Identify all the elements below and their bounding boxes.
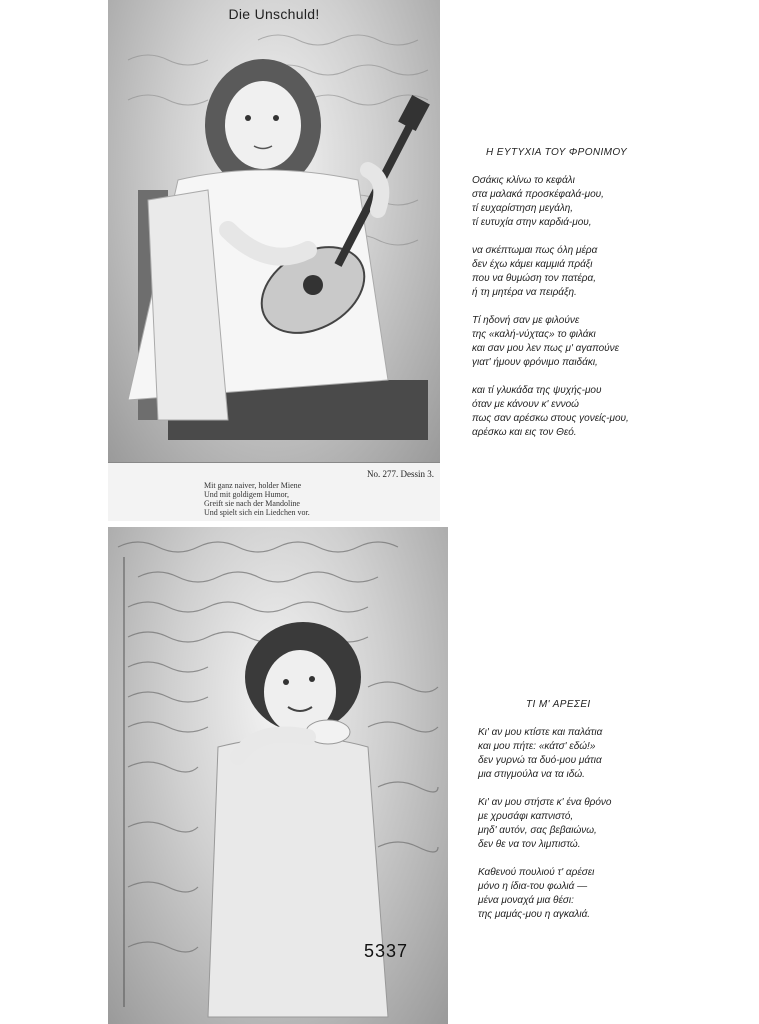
poem-line: και σαν μου λεν πως μ' αγαπούνε — [472, 343, 620, 354]
poem-line: της «καλή-νύχτας» το φιλάκι — [472, 329, 596, 340]
poem-line: γιατ' ήμουν φρόνιμο παιδάκι, — [472, 357, 598, 368]
postcard-stamp: No. 277. Dessin 3. — [367, 469, 434, 479]
postcard-verse-line: Greift sie nach der Mandoline — [204, 499, 300, 508]
poem-line: ή τη μητέρα να πειράξη. — [472, 287, 577, 298]
poem-line: μένα μοναχά μια θέσι: — [478, 895, 574, 906]
poem-stanza — [472, 314, 742, 370]
poem-line: τί ευχαρίστηση μεγάλη, — [472, 203, 574, 214]
postcard-verse-line: Mit ganz naiver, holder Miene — [204, 481, 302, 490]
poem-line: της μαμάς-μου η αγκαλιά. — [478, 909, 591, 920]
poem-stanza — [472, 384, 742, 440]
poem-line: αρέσκω και εις τον Θεό. — [472, 427, 577, 438]
poem-line: δεν γυρνώ τα δυό-μου μάτια — [478, 755, 602, 766]
poem-line: τί ευτυχία στην καρδιά-μου, — [472, 217, 592, 228]
poem-line: δεν θε να τον λιμπιστώ. — [478, 839, 581, 850]
postcard-verse-line: Und mit goldigem Humor, — [204, 490, 290, 499]
poem-line: που να θυμώση τον πατέρα, — [472, 273, 596, 284]
girl-with-mandolin-illustration — [108, 0, 440, 462]
poem-line: μια στιγμούλα να τα ιδώ. — [478, 769, 585, 780]
poem-stanza — [472, 174, 742, 230]
postcard-caption-strip — [108, 462, 440, 521]
poem-what-i-like — [478, 698, 738, 936]
postcard-number: 5337 — [363, 941, 408, 961]
poem-line: Τί ηδονή σαν με φιλούνε — [472, 315, 580, 326]
poem-line: και μου πήτε: «κάτσ' εδώ!» — [478, 741, 596, 752]
poem-line: Καθενού πουλιού τ' αρέσει — [478, 867, 595, 878]
poem-line: Κι' αν μου κτίστε και παλάτια — [478, 727, 603, 738]
postcard-top — [108, 0, 440, 462]
poem-line: μηδ' αυτόν, σας βεβαιώνω, — [478, 825, 597, 836]
poem-stanza — [472, 244, 742, 300]
poem-line: όταν με κάνουν κ' εννοώ — [472, 399, 579, 410]
postcard-title: Die Unschuld! — [228, 6, 320, 22]
poem-stanza — [478, 866, 738, 922]
poem-line: δεν έχω κάμει καμμιά πράξι — [472, 259, 593, 270]
poem-line: μόνο η ίδια-του φωλιά — — [478, 881, 588, 892]
poem-line: στα μαλακά προσκέφαλά-μου, — [472, 189, 604, 200]
postcard-verse — [204, 481, 310, 517]
poem-line: Κι' αν μου στήστε κ' ένα θρόνο — [478, 797, 612, 808]
poem-line: με χρυσάφι καπνιστό, — [478, 811, 574, 822]
postcard-bottom — [108, 527, 448, 1024]
poem-line: να σκέπτωμαι πως όλη μέρα — [472, 245, 598, 256]
poem-stanza — [478, 726, 738, 782]
poem-happiness — [472, 146, 742, 454]
poem-line: πως σαν αρέσκω στους γονείς-μου, — [472, 413, 629, 424]
poem-line: Οσάκις κλίνω το κεφάλι — [472, 175, 575, 186]
poem-line: και τί γλυκάδα της ψυχής-μου — [472, 385, 602, 396]
poem-title: ΤΙ Μ' ΑΡΕΣΕΙ — [526, 699, 591, 710]
poem-stanza — [478, 796, 738, 852]
poem-title: Η ΕΥΤΥΧΙΑ ΤΟΥ ΦΡΟΝΙΜΟΥ — [486, 147, 628, 158]
postcard-verse-line: Und spielt sich ein Liedchen vor. — [204, 508, 310, 517]
